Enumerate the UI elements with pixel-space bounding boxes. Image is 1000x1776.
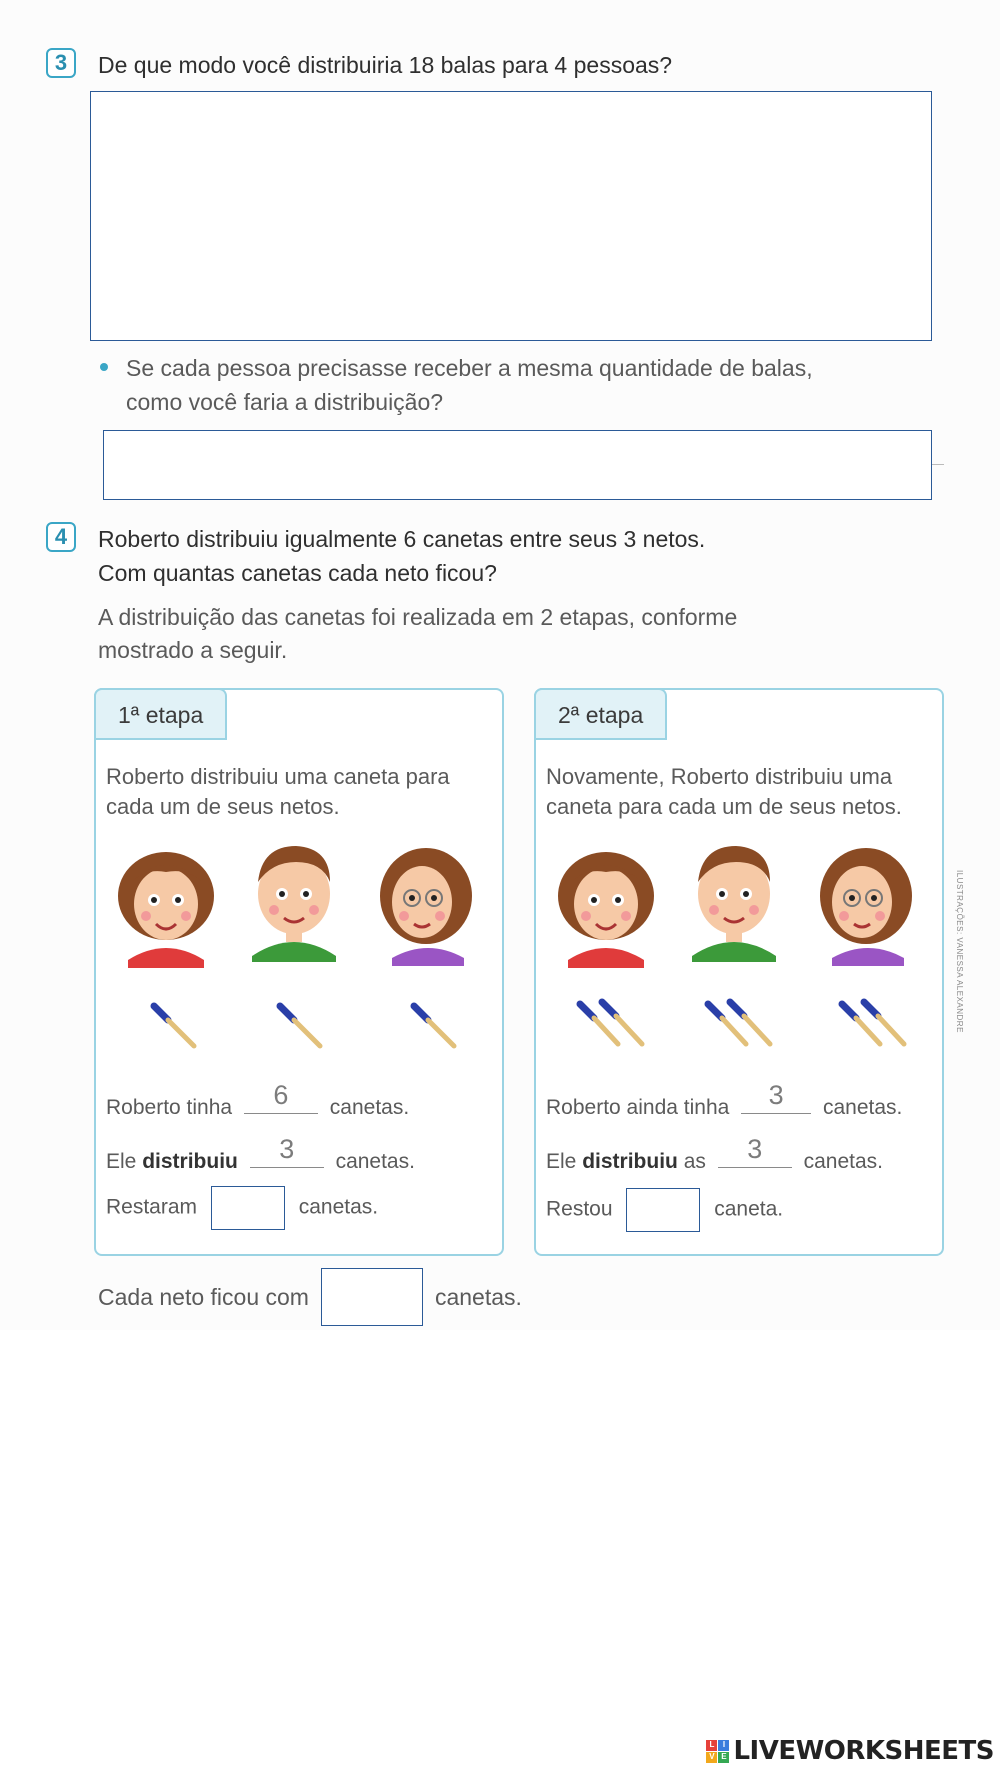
question-4-number: 4 [46, 522, 76, 552]
granddaughter-1-illustration [550, 838, 662, 968]
grandson-illustration [238, 832, 350, 962]
stage-1-gave-bold: distribuiu [142, 1150, 238, 1173]
stage-1-left-suffix: canetas. [298, 1195, 379, 1219]
stage-2-left-prefix: Restou [546, 1197, 613, 1221]
stage-1-gave-blank [250, 1134, 324, 1168]
stage-1-desc-line2: cada um de seus netos. [106, 794, 340, 819]
stage-2-gave-blank [718, 1134, 792, 1168]
q3-sub-answer-box[interactable] [103, 430, 932, 500]
stage-1-gave-value: 3 [279, 1134, 295, 1164]
stage-2-left-row [546, 1188, 783, 1232]
final-answer-row [98, 1268, 522, 1326]
question-3-number: 3 [46, 48, 76, 78]
q3-answer-box[interactable] [90, 91, 932, 341]
stage-2-panel [534, 688, 944, 1256]
final-answer-input[interactable] [321, 1268, 423, 1326]
stage-1-gave-row [106, 1134, 415, 1174]
stage-1-had-blank [244, 1080, 318, 1114]
stage-1-description [106, 762, 506, 822]
grandson-illustration [678, 832, 790, 962]
stage-2-left-input[interactable] [626, 1188, 700, 1232]
granddaughter-2-illustration [368, 836, 480, 966]
pen-icon [150, 1002, 200, 1052]
liveworksheets-logo[interactable] [706, 1736, 994, 1766]
stage-2-gave-value: 3 [747, 1134, 763, 1164]
pen-icon [410, 1002, 460, 1052]
stage-1-left-prefix: Restaram [106, 1195, 198, 1219]
stage-1-panel [94, 688, 504, 1256]
answer-line-tail [932, 464, 944, 465]
final-prefix: Cada neto ficou com [98, 1283, 309, 1310]
logo-grid-icon [706, 1740, 729, 1763]
stage-2-had-prefix: Roberto ainda tinha [546, 1096, 730, 1119]
q4-intro-line2: mostrado a seguir. [98, 637, 288, 663]
logo-cell-i: I [718, 1740, 729, 1751]
logo-cell-l: L [706, 1740, 717, 1751]
stage-1-left-input[interactable] [211, 1186, 285, 1230]
stage-2-gave-mid: as [683, 1150, 706, 1173]
q3-subquestion-line1: Se cada pessoa precisasse receber a mesma quantidade de balas, [126, 355, 813, 381]
stage-2-gave-suffix: canetas. [803, 1150, 883, 1173]
stage-2-had-row [546, 1080, 903, 1120]
final-suffix: canetas. [434, 1283, 522, 1310]
stage-2-had-blank [741, 1080, 811, 1114]
two-pens-icon [576, 998, 648, 1052]
logo-text: LIVEWORKSHEETS [733, 1736, 994, 1766]
stage-2-desc-line2: caneta para cada um de seus netos. [546, 794, 902, 819]
stage-2-desc-line1: Novamente, Roberto distribuiu uma [546, 764, 893, 789]
illustration-credit: ILUSTRAÇÕES: VANESSA ALEXANDRE [955, 870, 964, 1033]
stage-1-had-value: 6 [273, 1080, 289, 1110]
two-pens-icon [838, 998, 910, 1052]
stage-1-left-row [106, 1186, 378, 1230]
question-4-line2: Com quantas canetas cada neto ficou? [98, 560, 497, 586]
two-pens-icon [704, 998, 776, 1052]
stage-2-gave-bold: distribuiu [582, 1150, 678, 1173]
stage-2-gave-prefix: Ele [546, 1150, 577, 1173]
logo-cell-v: V [706, 1752, 717, 1763]
stage-2-had-value: 3 [768, 1080, 784, 1110]
question-4-line1: Roberto distribuiu igualmente 6 canetas entre seus 3 netos. [98, 526, 706, 552]
stage-1-had-suffix: canetas. [329, 1096, 410, 1119]
stage-1-had-prefix: Roberto tinha [106, 1096, 233, 1119]
stage-2-left-suffix: caneta. [714, 1197, 784, 1221]
stage-1-gave-prefix: Ele [106, 1150, 137, 1173]
bullet-dot [100, 363, 108, 371]
pen-icon [276, 1002, 326, 1052]
stage-2-had-suffix: canetas. [823, 1096, 903, 1119]
stage-1-tab: 1ª etapa [94, 688, 227, 740]
q4-intro-line1: A distribuição das canetas foi realizada em 2 etapas, conforme [98, 604, 738, 630]
granddaughter-2-illustration [808, 836, 920, 966]
q3-subquestion-line2: como você faria a distribuição? [126, 389, 444, 415]
logo-cell-e: E [718, 1752, 729, 1763]
stage-2-tab: 2ª etapa [534, 688, 667, 740]
stage-1-gave-suffix: canetas. [335, 1150, 415, 1173]
stage-1-desc-line1: Roberto distribuiu uma caneta para [106, 764, 450, 789]
stage-2-description [546, 762, 946, 822]
question-3-text: De que modo você distribuiria 18 balas para 4 pessoas? [98, 52, 673, 78]
stage-2-gave-row [546, 1134, 883, 1174]
stage-1-had-row [106, 1080, 410, 1120]
granddaughter-1-illustration [110, 838, 222, 968]
